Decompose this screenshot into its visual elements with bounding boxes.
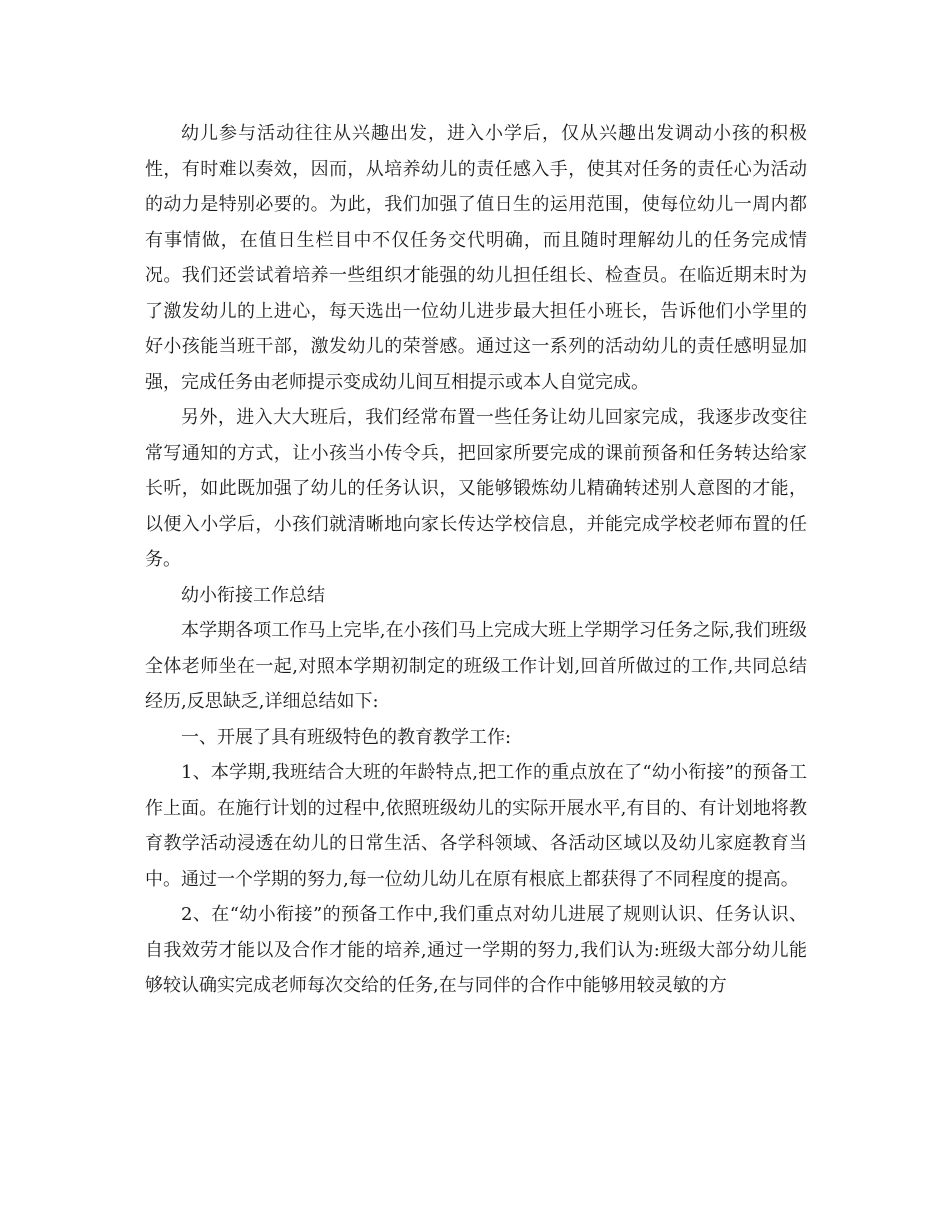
paragraph-3: 本学期各项工作马上完毕,在小孩们马上完成大班上学期学习任务之际,我们班级全体老师坐在一起,对照本学期初制定的班级工作计划,回首所做过的工作,共同总结经历,反思缺乏,详细总结如下: bbox=[145, 620, 807, 712]
section-heading: 幼小衔接工作总结 bbox=[181, 584, 325, 606]
paragraph-4: 一、开展了具有班级特色的教育教学工作: bbox=[181, 726, 512, 748]
paragraph-1: 幼儿参与活动往往从兴趣出发，进入小学后，仅从兴趣出发调动小孩的积极性，有时难以奏效，因而，从培养幼儿的责任感入手，使其对任务的责任心为活动的动力是特别必要的。为此，我们加强了值日生的运用范围，使每位幼儿一周内都有事情做，在值日生栏目中不仅任务交代明确，而且随时理解幼儿的任务完成情况。我们还尝试着培养一些组织才能强的幼儿担任组长、检查员。在临近期末时为了激发幼儿的上进心，每天选出一位幼儿进步最大担任小班长，告诉他们小学里的好小孩能当班干部，激发幼儿的荣誉感。通过这一系列的活动幼儿的责任感明显加强，完成任务由老师提示变成幼儿间互相提示或本人自觉完成。 bbox=[145, 123, 807, 393]
document-body bbox=[145, 116, 807, 1004]
paragraph-2: 另外，进入大大班后，我们经常布置一些任务让幼儿回家完成，我逐步改变往常写通知的方式，让小孩当小传令兵，把回家所要完成的课前预备和任务转达给家长听，如此既加强了幼儿的任务认识，又能够锻炼幼儿精确转述别人意图的才能，以便入小学后，小孩们就清晰地向家长传达学校信息，并能完成学校老师布置的任务。 bbox=[145, 407, 807, 570]
paragraph-6: 2、在“幼小衔接”的预备工作中,我们重点对幼儿进展了规则认识、任务认识、自我效劳才能以及合作才能的培养,通过一学期的努力,我们认为:班级大部分幼儿能够较认确实完成老师每次交给的任务,在与同伴的合作中能够用较灵敏的方 bbox=[145, 904, 807, 996]
paragraph-5: 1、本学期,我班结合大班的年龄特点,把工作的重点放在了“幼小衔接”的预备工作上面。在施行计划的过程中,依照班级幼儿的实际开展水平,有目的、有计划地将教育教学活动浸透在幼儿的日常生活、各学科领域、各活动区域以及幼儿家庭教育当中。通过一个学期的努力,每一位幼儿幼儿在原有根底上都获得了不同程度的提高。 bbox=[145, 762, 807, 890]
